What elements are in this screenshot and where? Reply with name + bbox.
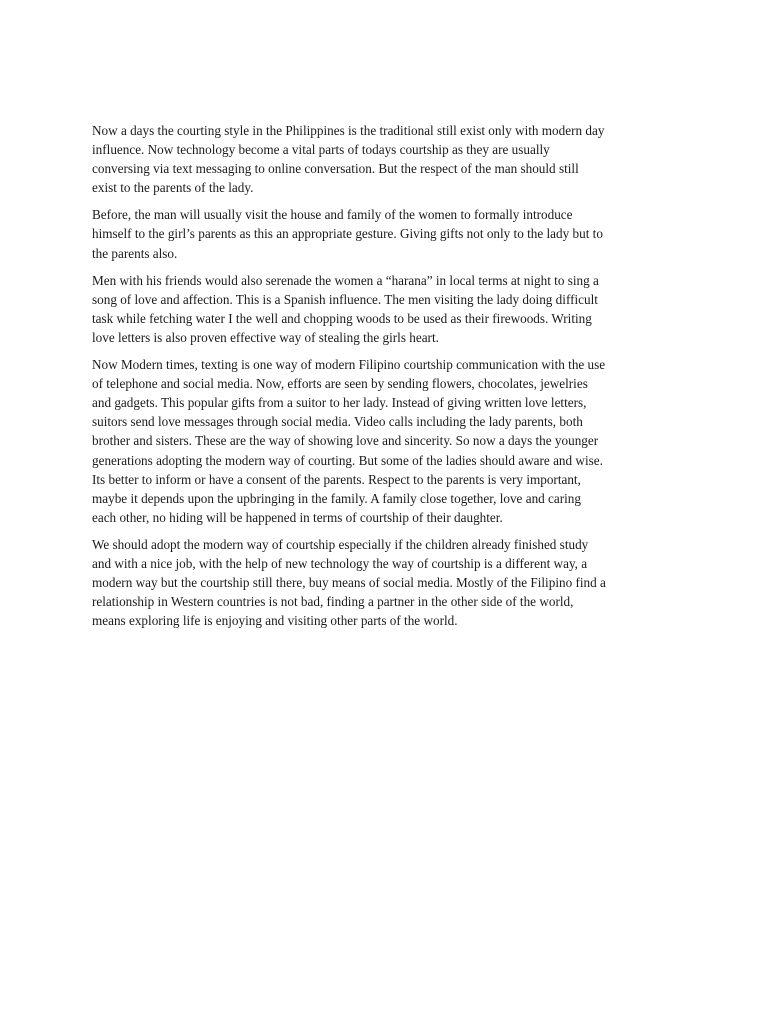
text-line: generations adopting the modern way of courting. But some of the ladies should aware and wise.	[92, 452, 603, 468]
text-line: exist to the parents of the lady.	[92, 180, 254, 196]
text-line: influence. Now technology become a vital parts of todays courtship as they are usually	[92, 142, 550, 158]
text-line: love letters is also proven effective way of stealing the girls heart.	[92, 329, 439, 345]
paragraph-1	[92, 121, 688, 197]
text-line: Its better to inform or have a consent of the parents. Respect to the parents is very important,	[92, 471, 581, 487]
text-line: modern way but the courtship still there, buy means of social media. Mostly of the Filipino find a	[92, 575, 606, 591]
text-line: Now a days the courting style in the Philippines is the traditional still exist only with modern day	[92, 123, 605, 138]
text-line: the parents also.	[92, 245, 178, 261]
text-line: song of love and affection. This is a Spanish influence. The men visiting the lady doing difficult	[92, 291, 598, 307]
paragraph-4	[92, 355, 688, 527]
text-line: We should adopt the modern way of courtship especially if the children already finished study	[92, 536, 589, 552]
text-line: Men with his friends would also serenade the women a “harana” in local terms at night to sing a	[92, 272, 599, 288]
text-line: conversing via text messaging to online conversation. But the respect of the man should still	[92, 161, 579, 177]
text-line: task while fetching water I the well and chopping woods to be used as their firewoods. Writing	[92, 310, 592, 326]
paragraph-5	[92, 535, 688, 630]
text-line: relationship in Western countries is not bad, finding a partner in the other side of the world,	[92, 594, 574, 610]
text-line: brother and sisters. These are the way of showing love and sincerity. So now a days the younger	[92, 433, 599, 449]
text-line: and gadgets. This popular gifts from a suitor to her lady. Instead of giving written love letters,	[92, 395, 587, 411]
text-line: maybe it depends upon the upbringing in the family. A family close together, love and caring	[92, 490, 581, 506]
text-line: of telephone and social media. Now, efforts are seen by sending flowers, chocolates, jewelries	[92, 376, 588, 392]
paragraph-2	[92, 205, 688, 262]
text-line: Now Modern times, texting is one way of modern Filipino courtship communication with the use	[92, 357, 606, 373]
text-line: means exploring life is enjoying and visiting other parts of the world.	[92, 613, 458, 629]
document-body	[92, 121, 688, 638]
text-line: each other, no hiding will be happened in terms of courtship of their daughter.	[92, 509, 503, 525]
text-line: and with a nice job, with the help of new technology the way of courtship is a different way, a	[92, 555, 588, 571]
text-line: suitors send love messages through social media. Video calls including the lady parents, both	[92, 414, 583, 430]
paragraph-3	[92, 271, 688, 347]
text-line: himself to the girl’s parents as this an appropriate gesture. Giving gifts not only to the lady but to	[92, 226, 603, 242]
text-line: Before, the man will usually visit the house and family of the women to formally introduce	[92, 207, 573, 223]
